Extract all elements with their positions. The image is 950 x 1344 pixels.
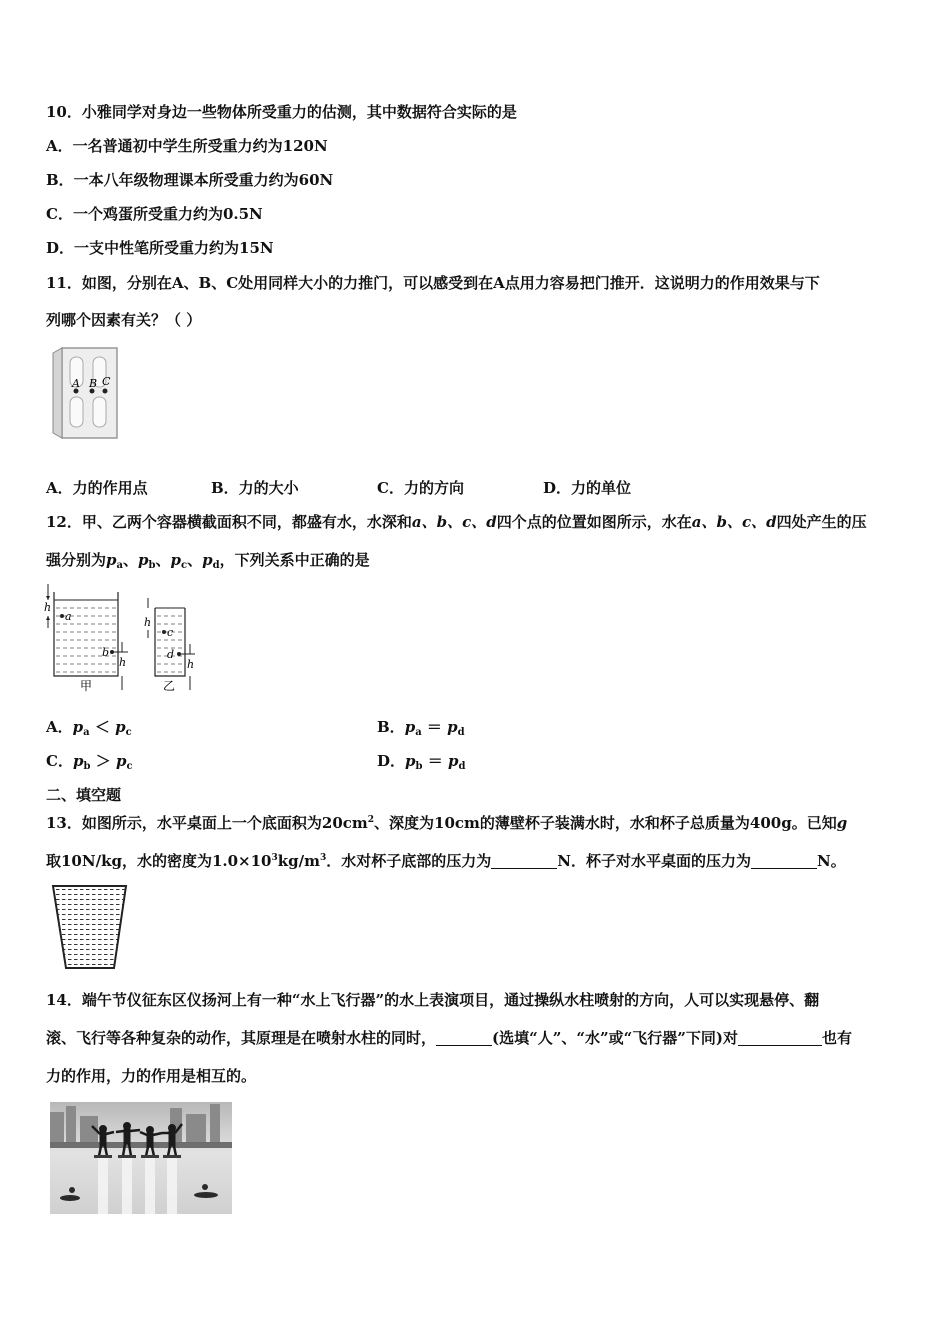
fig-yi-label: 乙 xyxy=(163,679,176,693)
q13-stem-line2: 取10N/kg，水的密度为$1.0\times 10^3kg/m^3$．水对杯子底部的压力为 N．杯子对水平桌面的压力为 N。 xyxy=(46,852,846,870)
q13-blank-2[interactable] xyxy=(751,854,817,869)
fig-c-label: c xyxy=(167,626,174,639)
fig-h-label-2: h xyxy=(119,656,127,669)
q14-stem-line1: 14．端午节仪征东区仪扬河上有一种“水上飞行器”的水上表演项目，通过操纵水柱喷射的方向，人可以实现悬停、翻 xyxy=(46,991,820,1009)
fig-a-label: a xyxy=(65,610,72,623)
q10-option-a: A．一名普通初中学生所受重力约为120N xyxy=(46,137,328,155)
door-figure xyxy=(50,345,122,443)
q11-option-c: C．力的方向 xyxy=(377,479,464,497)
q11-stem-line1: 11．如图，分别在A、B、C处用同样大小的力推门，可以感受到在A点用力容易把门推开．这说明力的作用效果与下 xyxy=(46,274,820,292)
water-flyer-photo xyxy=(50,1102,232,1214)
q11-option-a: A．力的作用点 xyxy=(46,479,148,497)
door-label-c: C xyxy=(102,375,111,388)
fig-h-label-4: h xyxy=(187,658,195,671)
q10-stem: 10．小雅同学对身边一些物体所受重力的估测，其中数据符合实际的是 xyxy=(46,103,517,121)
q11-option-d: D．力的单位 xyxy=(543,479,632,497)
section-title: 二、填空题 xyxy=(46,786,122,804)
door-label-b: B xyxy=(89,377,98,390)
containers-figure xyxy=(40,580,205,695)
q11-stem-line2: 列哪个因素有关？（ ） xyxy=(46,311,202,329)
fig-b-label: b xyxy=(102,646,110,659)
q10-option-c: C．一个鸡蛋所受重力约为0.5N xyxy=(46,205,263,223)
fig-d-label: d xyxy=(167,648,175,661)
q12-stem-line2: 强分别为$p_a$、$p_b$、$p_c$、$p_d$，下列关系中正确的是 xyxy=(46,551,370,571)
q12-option-b: B．$p_a = p_d$ xyxy=(377,718,465,738)
q11-option-b: B．力的大小 xyxy=(211,479,299,497)
q14-stem-line2: 滚、飞行等各种复杂的动作，其原理是在喷射水柱的同时， (选填“人”、“水”或“飞行器”下同)对 也有 xyxy=(46,1029,852,1047)
q10-option-b: B．一本八年级物理课本所受重力约为60N xyxy=(46,171,334,189)
q12-stem-line1: 12．甲、乙两个容器横截面积不同，都盛有水，水深和a、b、c、d四个点的位置如图所示，水在a、b、c、d四处产生的压 xyxy=(46,513,867,531)
q13-stem-line1: 13．如图所示，水平桌面上一个底面积为$20cm^2$、深度为10cm的薄壁杯子装满水时，水和杯子总质量为400g。已知g xyxy=(46,814,848,832)
cup-figure xyxy=(50,882,130,972)
q12-option-a: A．$p_a < p_c$ xyxy=(46,718,132,738)
q14-blank-2[interactable] xyxy=(738,1031,822,1046)
q12-option-c: C．$p_b > p_c$ xyxy=(46,752,133,772)
q14-stem-line3: 力的作用，力的作用是相互的。 xyxy=(46,1067,257,1085)
q12-option-d: D．$p_b = p_d$ xyxy=(377,752,466,772)
fig-h-label-3: h xyxy=(144,616,152,629)
q14-blank-1[interactable] xyxy=(436,1031,492,1046)
fig-jia-label: 甲 xyxy=(80,679,93,693)
q13-blank-1[interactable] xyxy=(491,854,557,869)
fig-h-label-1: h xyxy=(44,601,52,614)
q10-option-d: D．一支中性笔所受重力约为15N xyxy=(46,239,274,257)
door-label-a: A xyxy=(72,377,80,390)
